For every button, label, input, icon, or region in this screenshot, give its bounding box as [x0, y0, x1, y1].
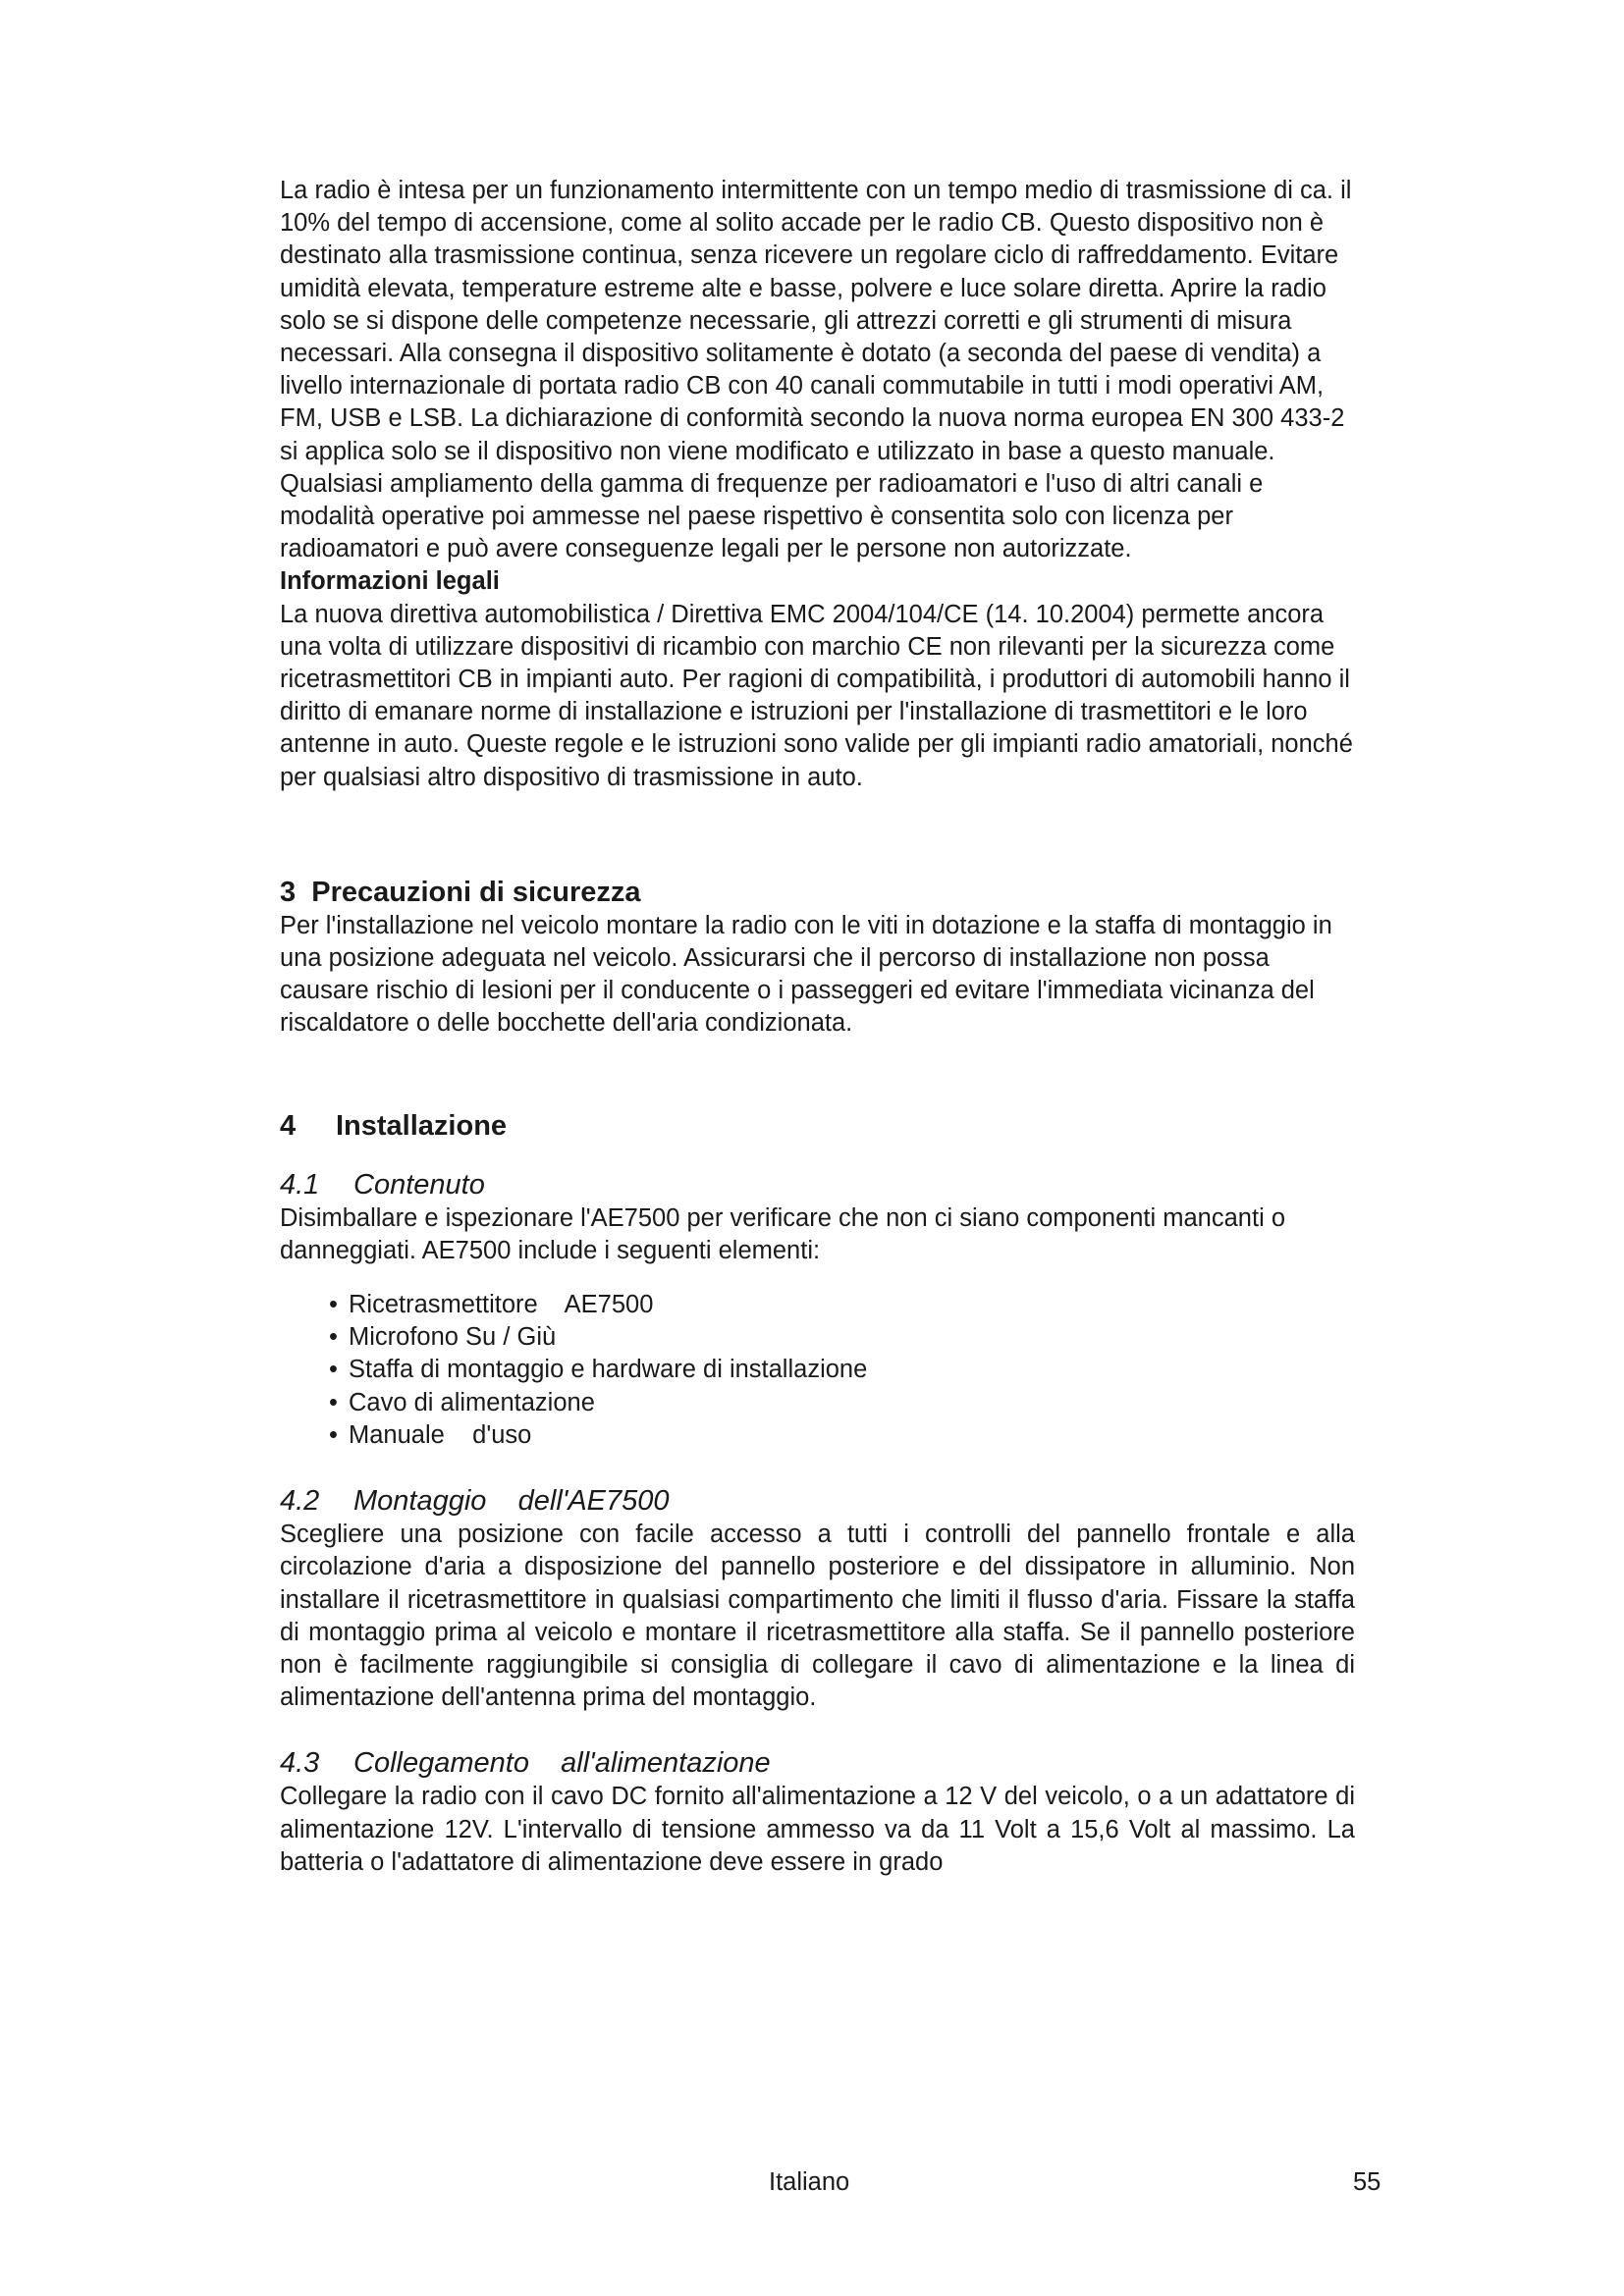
legal-heading: Informazioni legali — [280, 567, 500, 596]
subsection-4-1-paragraph: Disimballare e ispezionare l'AE7500 per verificare che non ci siano componenti mancanti o danneggiati. AE7500 include i seguenti elementi: — [280, 1203, 1285, 1264]
subsection-4-3-number: 4.3 — [280, 1747, 320, 1780]
list-item-text: Microfono Su / Giù — [349, 1323, 557, 1352]
contents-list — [280, 1289, 1355, 1452]
list-item-text: Cavo di alimentazione — [349, 1388, 595, 1416]
subsection-4-3-title: Collegamento all'alimentazione — [353, 1747, 771, 1780]
list-item — [329, 1419, 1355, 1452]
list-item — [329, 1321, 1355, 1354]
bullet-icon: • — [329, 1388, 338, 1416]
subsection-4-2-heading — [280, 1483, 1355, 1519]
subsection-4-2-title: Montaggio dell'AE7500 — [353, 1485, 670, 1518]
subsection-4-1-number: 4.1 — [280, 1168, 320, 1201]
subsection-4-3-paragraph: Collegare la radio con il cavo DC fornito all'alimentazione a 12 V del veicolo, o a un adattatore di alimentazione 12V. L'intervallo di tensione ammesso va da 11 Volt a 15,6 Volt al massimo. La batteria o l'adattatore di alimentazione deve essere in grado — [280, 1783, 1355, 1876]
subsection-4-1-heading — [280, 1167, 1355, 1202]
subsection-4-2-paragraph: Scegliere una posizione con facile accesso a tutti i controlli del pannello frontale e alla circolazione d'aria a disposizione del pannello posteriore e del dissipatore in alluminio. Non installare il ricetrasmettitore in qualsiasi compartimento che limiti il flusso d'aria. Fissare la staffa di montaggio prima al veicolo e montare il ricetrasmettitore alla staffa. Se il pannello posteriore non è facilmente raggiungibile si consiglia di collegare il cavo di alimentazione e la linea di alimentazione dell'antenna prima del montaggio. — [280, 1521, 1355, 1712]
section-4-heading — [280, 1108, 1355, 1144]
section-3-heading — [280, 875, 1355, 910]
page-number: 55 — [1353, 2168, 1381, 2196]
legal-paragraph: La nuova direttiva automobilistica / Direttiva EMC 2004/104/CE (14. 10.2004) permette ancora una volta di utilizzare dispositivi di ricambio con marchio CE non rilevanti per la sicurezza come ricetrasmettitori CB in impianti auto. Per ragioni di compatibilità, i produttori di automobili hanno il diritto di emanare norme di installazione e istruzioni per l'installazione di trasmettitori e le loro antenne in auto. Queste regole e le istruzioni sono valide per gli impianti radio amatoriali, nonché per qualsiasi altro dispositivo di trasmissione in auto. — [280, 600, 1353, 791]
list-item-text: Ricetrasmettitore AE7500 — [349, 1291, 654, 1319]
subsection-4-1-title: Contenuto — [353, 1168, 485, 1201]
list-item — [329, 1289, 1355, 1321]
list-item-text: Staffa di montaggio e hardware di installazione — [349, 1356, 868, 1384]
bullet-icon: • — [329, 1356, 338, 1384]
section-3-paragraph: Per l'installazione nel veicolo montare la radio con le viti in dotazione e la staffa di montaggio in una posizione adeguata nel veicolo. Assicurarsi che il percorso di installazione non possa causare rischio di lesioni per il conducente o i passeggeri ed evitare l'immediata vicinanza del riscaldatore o delle bocchette dell'aria condizionata. — [280, 911, 1332, 1038]
list-item — [329, 1387, 1355, 1419]
section-3-title: Precauzioni di sicurezza — [311, 876, 641, 908]
bullet-icon: • — [329, 1420, 338, 1449]
subsection-4-2-number: 4.2 — [280, 1485, 320, 1518]
intro-paragraph: La radio è intesa per un funzionamento intermittente con un tempo medio di trasmissione di ca. il 10% del tempo di accensione, come al solito accade per le radio CB. Questo dispositivo non è destinato alla trasmissione continua, senza ricevere un regolare ciclo di raffreddamento. Evitare umidità elevata, temperature estreme alte e basse, polvere e luce solare diretta. Aprire la radio solo se si dispone delle competenze necessarie, gli attrezzi corretti e gli strumenti di misura necessari. Alla consegna il dispositivo solitamente è dotato (a seconda del paese di vendita) a livello internazionale di portata radio CB con 40 canali commutabile in tutti i modi operativi AM, FM, USB e LSB. La dichiarazione di conformità secondo la nuova norma europea EN 300 433-2 si applica solo se il dispositivo non viene modificato e utilizzato in base a questo manuale. Qualsiasi ampliamento della gamma di frequenze per radioamatori e l'uso di altri canali e modalità operative poi ammesse nel paese rispettivo è consentita solo con licenza per radioamatori e può avere conseguenze legali per le persone non autorizzate. — [280, 177, 1352, 563]
section-3-number: 3 — [280, 876, 297, 908]
list-item — [329, 1354, 1355, 1386]
document-page — [280, 175, 1355, 1879]
bullet-icon: • — [329, 1291, 338, 1319]
footer-language: Italiano — [769, 2168, 850, 2196]
bullet-icon: • — [329, 1323, 338, 1352]
section-4-title: Installazione — [336, 1109, 508, 1142]
section-4-number: 4 — [280, 1109, 297, 1142]
list-item-text: Manuale d'uso — [349, 1420, 532, 1449]
subsection-4-3-heading — [280, 1745, 1355, 1781]
